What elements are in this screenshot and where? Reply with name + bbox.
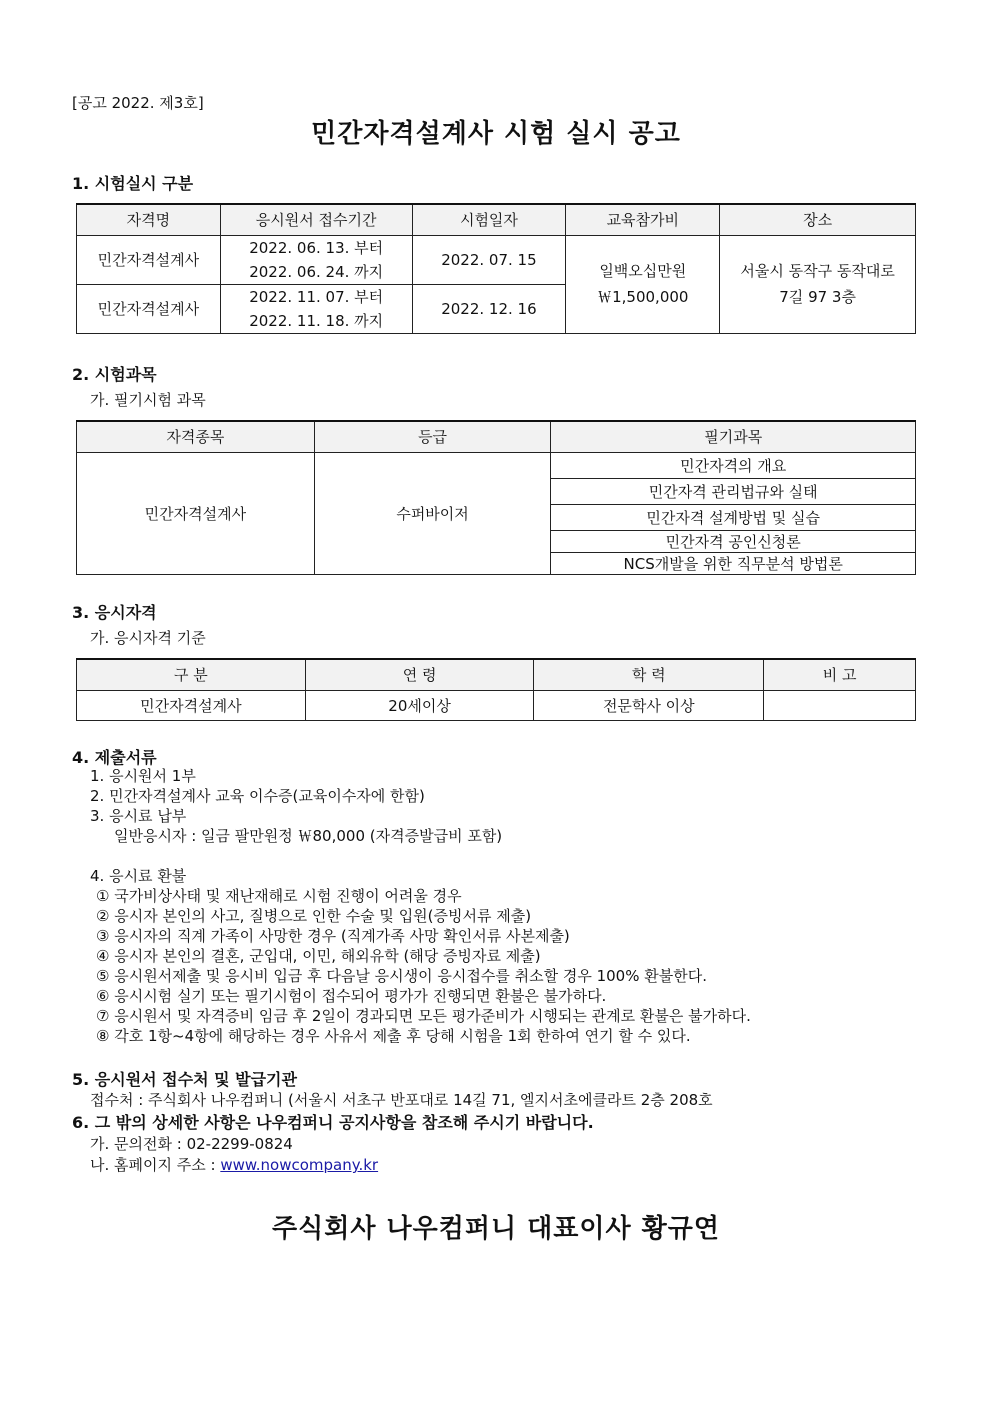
page-title: 민간자격설계사 시험 실시 공고 bbox=[311, 119, 681, 149]
refund-item: ④ 응시자 본인의 결혼, 군입대, 이민, 해외유학 (해당 증빙자료 제출) bbox=[96, 947, 541, 965]
eligibility-table bbox=[76, 658, 916, 721]
qualification-cell: 민간자격설계사 bbox=[77, 284, 221, 333]
reception-line: 접수처 : 주식회사 나우컴퍼니 (서울시 서초구 반포대로 14길 71, 엘지서초에클라트 2층 208호 bbox=[90, 1091, 713, 1109]
subject-cell: 민간자격 공인신청론 bbox=[551, 530, 916, 552]
section3-subheading: 가. 응시자격 기준 bbox=[90, 629, 206, 647]
refund-item: ⑧ 각호 1항~4항에 해당하는 경우 사유서 제출 후 당해 시험을 1회 한하여 연기 할 수 있다. bbox=[96, 1027, 691, 1045]
refund-item: ⑦ 응시원서 및 자격증비 임금 후 2일이 경과되면 모든 평가준비가 시행되는 관계로 환불은 불가하다. bbox=[96, 1007, 751, 1025]
period-cell bbox=[220, 235, 412, 284]
section1-heading: 1. 시험실시 구분 bbox=[72, 174, 194, 193]
place-line2: 7길 97 3층 bbox=[779, 288, 856, 306]
section5-heading: 5. 응시원서 접수처 및 발급기관 bbox=[72, 1070, 297, 1089]
header-cell: 교육참가비 bbox=[566, 204, 720, 235]
table-row bbox=[77, 690, 916, 720]
table-header-row bbox=[77, 204, 916, 235]
period-cell bbox=[220, 284, 412, 333]
header-cell: 필기과목 bbox=[551, 421, 916, 452]
fee-amount: ￦1,500,000 bbox=[597, 288, 689, 306]
qualification-cell: 민간자격설계사 bbox=[77, 452, 315, 574]
grade-cell: 수퍼바이저 bbox=[314, 452, 551, 574]
header-cell: 학 력 bbox=[534, 659, 764, 690]
period-end: 2022. 11. 18. 까지 bbox=[249, 311, 384, 330]
table-row bbox=[77, 235, 916, 284]
exam-date-cell: 2022. 07. 15 bbox=[412, 235, 566, 284]
section4-heading: 4. 제출서류 bbox=[72, 748, 157, 767]
exam-date-cell: 2022. 12. 16 bbox=[412, 284, 566, 333]
education-cell: 전문학사 이상 bbox=[534, 690, 764, 720]
header-cell: 연 령 bbox=[305, 659, 534, 690]
qualification-cell: 민간자격설계사 bbox=[77, 235, 221, 284]
header-cell: 응시원서 접수기간 bbox=[220, 204, 412, 235]
category-cell: 민간자격설계사 bbox=[77, 690, 306, 720]
table-row bbox=[77, 452, 916, 478]
subject-cell: NCS개발을 위한 직무분석 방법론 bbox=[551, 552, 916, 574]
section6-heading: 6. 그 밖의 상세한 사항은 나우컴퍼니 공지사항을 참조해 주시기 바랍니다. bbox=[72, 1113, 594, 1132]
period-start: 2022. 06. 13. 부터 bbox=[249, 238, 384, 257]
header-cell: 자격명 bbox=[77, 204, 221, 235]
header-cell: 장소 bbox=[720, 204, 916, 235]
document-item: 3. 응시료 납부 bbox=[90, 807, 187, 825]
refund-heading: 4. 응시료 환불 bbox=[90, 867, 187, 885]
company-signature: 주식회사 나우컴퍼니 대표이사 황규연 bbox=[271, 1214, 720, 1244]
document-item: 2. 민간자격설계사 교육 이수증(교육이수자에 한함) bbox=[90, 787, 425, 805]
header-cell: 자격종목 bbox=[77, 421, 315, 452]
homepage-label: 나. 홈페이지 주소 : bbox=[90, 1156, 221, 1174]
refund-item: ② 응시자 본인의 사고, 질병으로 인한 수술 및 입원(증빙서류 제출) bbox=[96, 907, 532, 925]
homepage-link[interactable]: www.nowcompany.kr bbox=[220, 1156, 379, 1174]
header-cell: 등급 bbox=[314, 421, 551, 452]
table-header-row bbox=[77, 659, 916, 690]
section2-subheading: 가. 필기시험 과목 bbox=[90, 391, 206, 409]
period-end: 2022. 06. 24. 까지 bbox=[249, 262, 384, 281]
header-cell: 비 고 bbox=[764, 659, 916, 690]
section3-heading: 3. 응시자격 bbox=[72, 603, 157, 622]
fee-cell bbox=[566, 235, 720, 333]
subject-cell: 민간자격의 개요 bbox=[551, 452, 916, 478]
refund-item: ① 국가비상사태 및 재난재해로 시험 진행이 어려울 경우 bbox=[96, 887, 462, 905]
period-start: 2022. 11. 07. 부터 bbox=[249, 287, 384, 306]
section2-heading: 2. 시험과목 bbox=[72, 365, 157, 384]
exam-schedule-table bbox=[76, 203, 916, 334]
fee-text: 일백오십만원 bbox=[599, 262, 687, 280]
age-cell: 20세이상 bbox=[305, 690, 534, 720]
header-cell: 구 분 bbox=[77, 659, 306, 690]
exam-subjects-table bbox=[76, 420, 916, 575]
remark-cell bbox=[764, 690, 916, 720]
place-line1: 서울시 동작구 동작대로 bbox=[740, 262, 895, 280]
subject-cell: 민간자격 관리법규와 실태 bbox=[551, 478, 916, 504]
phone-line: 가. 문의전화 : 02-2299-0824 bbox=[90, 1135, 293, 1153]
refund-item: ⑤ 응시원서제출 및 응시비 입금 후 다음날 응시생이 응시접수를 취소할 경우 100% 환불한다. bbox=[96, 967, 707, 985]
fee-line: 일반응시자 : 일금 팔만원정 ￦80,000 (자격증발급비 포함) bbox=[114, 827, 503, 845]
document-item: 1. 응시원서 1부 bbox=[90, 767, 196, 785]
place-cell bbox=[720, 235, 916, 333]
homepage-line bbox=[90, 1154, 378, 1175]
notice-number: [공고 2022. 제3호] bbox=[72, 94, 204, 112]
table-header-row bbox=[77, 421, 916, 452]
subject-cell: 민간자격 설계방법 및 실습 bbox=[551, 504, 916, 530]
refund-item: ③ 응시자의 직계 가족이 사망한 경우 (직계가족 사망 확인서류 사본제출) bbox=[96, 927, 570, 945]
header-cell: 시험일자 bbox=[412, 204, 566, 235]
refund-item: ⑥ 응시시험 실기 또는 필기시험이 접수되어 평가가 진행되면 환불은 불가하다. bbox=[96, 987, 607, 1005]
